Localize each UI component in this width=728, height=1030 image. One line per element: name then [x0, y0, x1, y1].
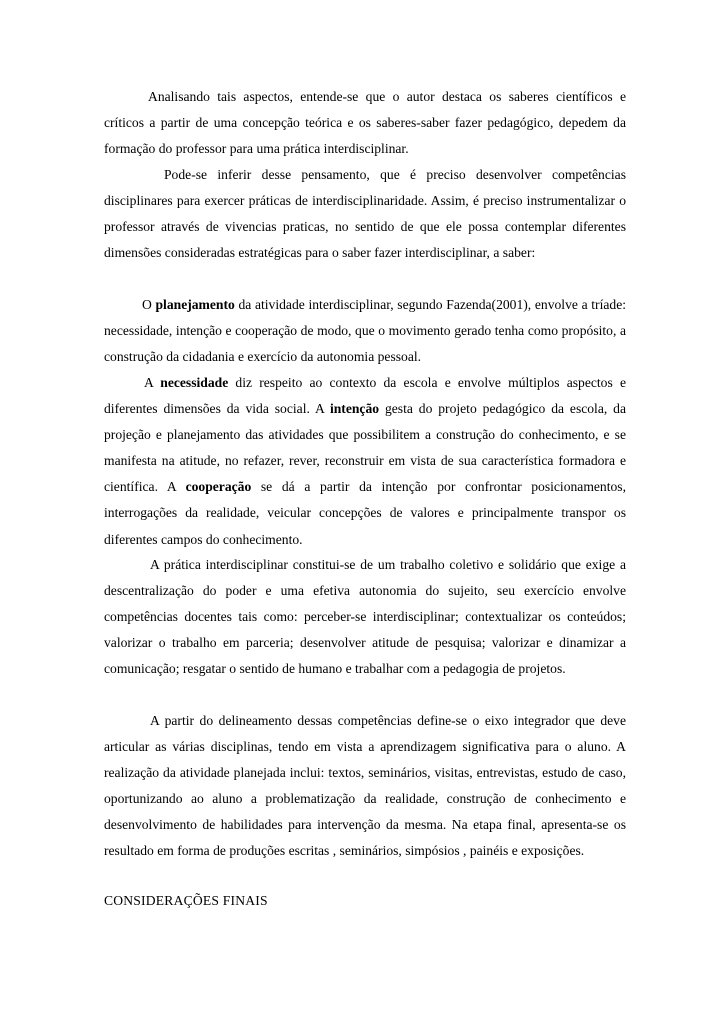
term-planejamento: planejamento [155, 297, 235, 312]
paragraph-pratica: A prática interdisciplinar constitui-se de um trabalho coletivo e solidário que exige a descentralização do poder e uma efetiva autonomia do sujeito, seu exercício envolve competências docentes tais como: perceber-se interdisciplinar; contextualizar os conteúdos; valorizar o trabalho em parceria; desenvolver atitude de pesquisa; valorizar e dinamizar a comunicação; resgatar o sentido de humano e trabalhar com a pedagogia de projetos. [104, 557, 626, 677]
necessidade-mid2: gesta do projeto pedagógico da escola, da projeção e planejamento das atividades que possibilitem a construção do conhecimento, e se manifesta na atitude, no refazer, rever, reconstruir em vista de sua característica formadora e científica. A [104, 401, 626, 495]
necessidade-lead: A [144, 375, 161, 390]
paragraph-analisando: Analisando tais aspectos, entende-se que o autor destaca os saberes científicos e críticos a partir de uma concepção teórica e os saberes-saber fazer pedagógico, depedem da formação do professor para uma prática interdisciplinar. [104, 89, 626, 157]
paragraph-necessidade [104, 370, 626, 553]
planejamento-lead: O [142, 297, 156, 312]
planejamento-rest: da atividade interdisciplinar, segundo Fazenda(2001), envolve a tríade: necessidade, intenção e cooperação de modo, que o movimento gerado tenha como propósito, a construção da cidadania e exercício da autonomia pessoal. [104, 297, 626, 365]
term-necessidade: necessidade [160, 375, 229, 390]
section-heading: CONSIDERAÇÕES FINAIS [104, 893, 268, 908]
term-cooperacao: cooperação [185, 479, 252, 495]
term-intencao: intenção [329, 401, 380, 417]
necessidade-mid1: diz respeito ao contexto da escola e envolve múltiplos aspectos e diferentes dimensões da vida social. A [104, 375, 626, 417]
paragraph-inferir: Pode-se inferir desse pensamento, que é preciso desenvolver competências disciplinares para exercer práticas de interdisciplinaridade. Assim, é preciso instrumentalizar o professor através de vivencias praticas, no sentido de que ele possa contemplar diferentes dimensões consideradas estratégicas para o saber fazer interdisciplinar, a saber: [104, 167, 626, 261]
paragraph-delineamento: A partir do delineamento dessas competências define-se o eixo integrador que deve articular as várias disciplinas, tendo em vista a aprendizagem significativa para o aluno. A realização da atividade planejada inclui: textos, seminários, visitas, entrevistas, estudo de caso, oportunizando ao aluno a problematização da realidade, construção de conhecimento e desenvolvimento de habilidades para intervenção da mesma. Na etapa final, apresenta-se os resultado em forma de produções escritas , seminários, simpósios , painéis e exposições. [104, 713, 626, 859]
paragraph-planejamento [104, 292, 626, 370]
necessidade-rest: se dá a partir da intenção por confrontar posicionamentos, interrogações da realidade, veicular concepções de valores e principalmente transpor os diferentes campos do conhecimento. [104, 479, 626, 547]
